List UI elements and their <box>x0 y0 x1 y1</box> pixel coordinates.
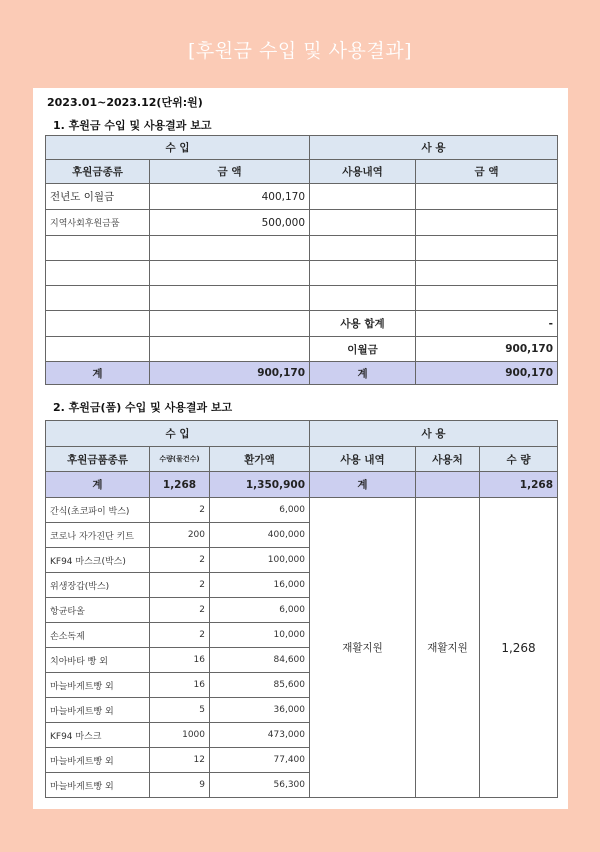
col-type: 후원금종류 <box>46 160 150 184</box>
goods-value: 400,000 <box>210 523 310 548</box>
goods-value: 6,000 <box>210 598 310 623</box>
goods-value: 6,000 <box>210 498 310 523</box>
goods-value: 36,000 <box>210 698 310 723</box>
income-amount: 400,170 <box>150 184 310 210</box>
carryover-label: 이월금 <box>310 337 416 362</box>
income-type: 지역사회후원금품 <box>46 210 150 236</box>
goods-qty: 2 <box>150 548 210 573</box>
total-value: 1,350,900 <box>210 472 310 498</box>
goods-value: 10,000 <box>210 623 310 648</box>
goods-item: 손소독제 <box>46 623 150 648</box>
table-row <box>46 210 558 236</box>
income-expense-table <box>45 135 558 385</box>
income-header: 수 입 <box>46 421 310 447</box>
page-title: [후원금 수입 및 사용결과] <box>188 40 412 62</box>
goods-item: 간식(초코파이 박스) <box>46 498 150 523</box>
use-total-value: - <box>416 311 558 337</box>
use-qty: 1,268 <box>480 498 558 798</box>
goods-item: 마늘바게트빵 외 <box>46 773 150 798</box>
goods-value: 56,300 <box>210 773 310 798</box>
goods-qty: 2 <box>150 498 210 523</box>
period-line: 2023.01~2023.12(단위:원) <box>47 96 203 109</box>
total-use-place <box>416 472 480 498</box>
goods-qty: 2 <box>150 573 210 598</box>
col-use-detail: 사용내역 <box>310 160 416 184</box>
goods-value: 100,000 <box>210 548 310 573</box>
total-qty: 1,268 <box>150 472 210 498</box>
col-amount: 금 액 <box>150 160 310 184</box>
goods-item: KF94 마스크(박스) <box>46 548 150 573</box>
goods-item: 치아바타 빵 외 <box>46 648 150 673</box>
goods-item: 마늘바게트빵 외 <box>46 673 150 698</box>
goods-item: 위생장갑(박스) <box>46 573 150 598</box>
goods-qty: 200 <box>150 523 210 548</box>
goods-qty: 2 <box>150 598 210 623</box>
goods-qty: 1000 <box>150 723 210 748</box>
total-use-label: 계 <box>310 362 416 385</box>
table-row <box>46 184 558 210</box>
goods-value: 16,000 <box>210 573 310 598</box>
use-place: 재활지원 <box>416 498 480 798</box>
goods-item: 마늘바게트빵 외 <box>46 698 150 723</box>
goods-item: 코로나 자가진단 키트 <box>46 523 150 548</box>
goods-value: 85,600 <box>210 673 310 698</box>
total-label: 계 <box>46 472 150 498</box>
goods-qty: 2 <box>150 623 210 648</box>
goods-value: 473,000 <box>210 723 310 748</box>
section2-heading: 2. 후원금(품) 수입 및 사용결과 보고 <box>53 401 233 414</box>
use-header: 사 용 <box>310 136 558 160</box>
use-total-label: 사용 합계 <box>310 311 416 337</box>
total-use-qty: 1,268 <box>480 472 558 498</box>
goods-value: 77,400 <box>210 748 310 773</box>
goods-qty: 5 <box>150 698 210 723</box>
goods-qty: 16 <box>150 673 210 698</box>
income-header: 수 입 <box>46 136 310 160</box>
goods-qty: 12 <box>150 748 210 773</box>
goods-item: 마늘바게트빵 외 <box>46 748 150 773</box>
income-type: 전년도 이월금 <box>46 184 150 210</box>
goods-item: KF94 마스크 <box>46 723 150 748</box>
col-use-amount: 금 액 <box>416 160 558 184</box>
goods-table <box>45 420 558 798</box>
goods-item: 항균타올 <box>46 598 150 623</box>
col-type: 후원금품종류 <box>46 447 150 472</box>
col-qty: 수량(물건수) <box>150 447 210 472</box>
income-amount: 500,000 <box>150 210 310 236</box>
col-use-qty: 수 량 <box>480 447 558 472</box>
col-use-place: 사용처 <box>416 447 480 472</box>
col-value: 환가액 <box>210 447 310 472</box>
total-income: 900,170 <box>150 362 310 385</box>
goods-value: 84,600 <box>210 648 310 673</box>
total-use: 900,170 <box>416 362 558 385</box>
goods-qty: 16 <box>150 648 210 673</box>
report-document <box>33 88 568 809</box>
carryover-value: 900,170 <box>416 337 558 362</box>
table-row <box>46 498 558 523</box>
use-detail: 재활지원 <box>310 498 416 798</box>
use-header: 사 용 <box>310 421 558 447</box>
section1-heading: 1. 후원금 수입 및 사용결과 보고 <box>53 119 212 132</box>
goods-qty: 9 <box>150 773 210 798</box>
total-label: 계 <box>46 362 150 385</box>
total-use-label: 계 <box>310 472 416 498</box>
col-use-detail: 사용 내역 <box>310 447 416 472</box>
